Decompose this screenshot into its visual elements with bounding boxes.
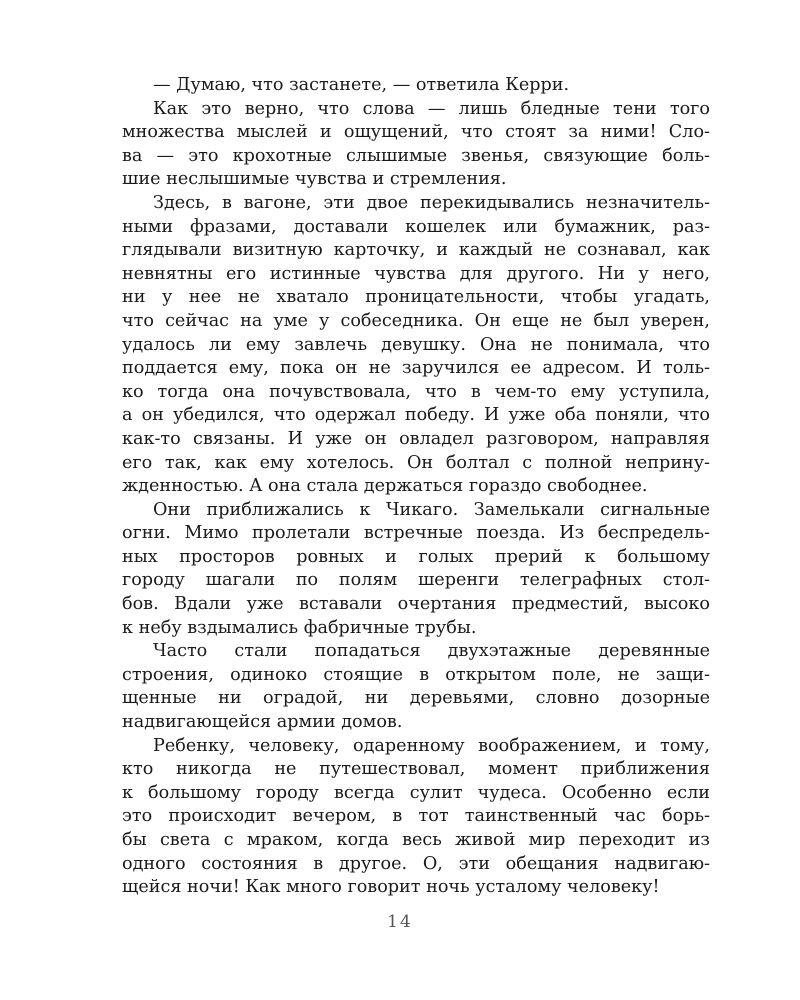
body-text [122,74,710,900]
paragraph [122,74,710,98]
text-line: невнятны его истинные чувства для другого. Ни у него, [122,263,710,284]
text-line: ва — это крохотные слышимые звенья, связующие боль- [122,145,710,166]
text-line: ными фразами, доставали кошелек или бумажник, раз- [122,216,710,237]
text-line: жденностью. А она стала держаться гораздо свободнее. [122,476,648,497]
text-line: поддается ему, пока он не заручился ее адресом. И толь- [122,358,710,379]
text-line: ни у нее не хватало проницательности, чтобы угадать, [122,287,710,308]
text-line: как-то связаны. И уже он овладел разговором, направляя [122,428,710,449]
text-line: множества мыслей и ощущений, что стоят за ними! Сло- [122,122,710,143]
page-number: 14 [387,912,413,932]
text-line: щенные ни оградой, ни деревьями, словно дозорные [122,688,710,709]
text-line: Часто стали попадаться двухэтажные деревянные [153,641,710,662]
paragraph [122,499,710,641]
paragraph [122,192,710,499]
paragraph [122,735,710,900]
text-line: Они приближались к Чикаго. Замелькали сигнальные [153,499,710,520]
text-line: Здесь, в вагоне, эти двое перекидывались незначитель- [153,192,710,213]
text-line: одного состояния в другое. О, эти обещания надвигаю- [122,853,710,874]
paragraph [122,640,710,734]
text-line: а он убедился, что одержал победу. И уже оба поняли, что [122,405,710,426]
text-line: строения, одиноко стоящие в открытом поле, не защи- [122,664,710,685]
paragraph [122,98,710,192]
text-line: глядывали визитную карточку, и каждый не сознавал, как [122,240,710,261]
text-line: что сейчас на уме у собеседника. Он еще не был уверен, [122,310,710,331]
text-line: бов. Вдали уже вставали очертания предместий, высоко [122,594,710,615]
text-line: ных просторов ровных и голых прерий к большому [122,546,710,567]
text-line: — Думаю, что застанете, — ответила Керри. [153,75,570,95]
text-line: к большому городу всегда сулит чудеса. Особенно если [122,782,710,803]
text-line: шие неслышимые чувства и стремления. [122,169,507,190]
text-line: его так, как ему хотелось. Он болтал с полной неприну- [122,452,710,473]
text-line: удалось ли ему завлечь девушку. Она не понимала, что [122,334,710,355]
text-line: Ребенку, человеку, одаренному воображением, и тому, [153,735,710,756]
text-line: щейся ночи! Как много говорит ночь усталому человеку! [122,877,660,898]
text-line: кто никогда не путешествовал, момент приближения [122,759,710,780]
text-line: это происходит вечером, в тот таинственный час борь- [122,806,710,827]
text-line: Как это верно, что слова — лишь бледные тени того [153,98,710,119]
text-line: огни. Мимо пролетали встречные поезда. Из беспредель- [122,523,710,544]
text-line: ко тогда она почувствовала, что в чем-то ему уступила, [122,381,710,402]
text-line: к небу вздымались фабричные трубы. [122,617,477,638]
text-line: бы света с мраком, когда весь живой мир переходит из [122,830,710,850]
text-line: городу шагали по полям шеренги телеграфных стол- [122,570,710,591]
text-line: надвигающейся армии домов. [122,712,403,733]
